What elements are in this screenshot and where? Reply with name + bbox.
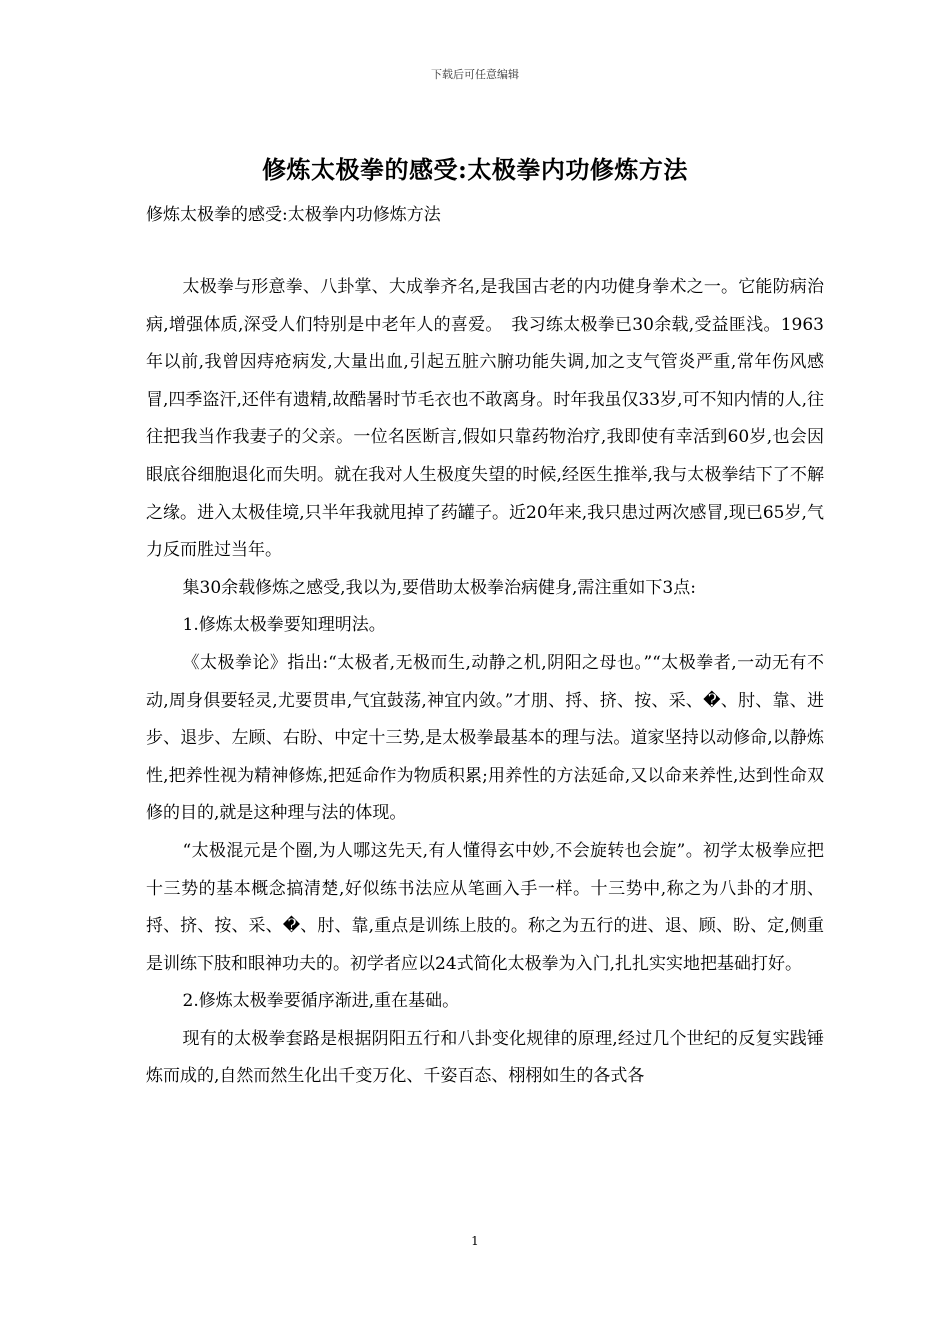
paragraph-thirteen-postures: “太极混元是个圈,为人哪这先天,有人懂得玄中妙,不会旋转也会旋”。初学太极拳应把十三势的基本概念搞清楚,好似练书法应从笔画入手一样。十三势中,称之为八卦的才朋、捋、挤、按、采、�、肘、靠,重点是训练上肢的。称之为五行的进、退、顾、盼、定,侧重是训练下肢和眼神功夫的。初学者应以24式简化太极拳为入门,扎扎实实地把基础打好。 xyxy=(146,840,824,974)
document-subtitle: 修炼太极拳的感受:太极拳内功修炼方法 xyxy=(146,205,441,225)
body-text xyxy=(146,269,824,1096)
paragraph-intro: 太极拳与形意拳、八卦掌、大成拳齐名,是我国古老的内功健身拳术之一。它能防病治病,增强体质,深受人们特别是中老年人的喜爱。 我习练太极拳已30余载,受益匪浅。1963年以前,我曾因痔疮病发,大量出血,引起五脏六腑功能失调,加之支气管炎严重,常年伤风感冒,四季盗汗,还伴有遗精,故酷暑时节毛衣也不敢离身。时年我虽仅33岁,可不知内情的人,往往把我当作我妻子的父亲。一位名医断言,假如只靠药物治疗,我即使有幸活到60岁,也会因眼底谷细胞退化而失明。就在我对人生极度失望的时候,经医生推举,我与太极拳结下了不解之缘。进入太极佳境,只半年我就甩掉了药罐子。近20年来,我只患过两次感冒,现已65岁,气力反而胜过当年。 xyxy=(146,277,824,561)
section-heading-2: 2.修炼太极拳要循序渐进,重在基础。 xyxy=(182,991,460,1012)
paragraph-routines: 现有的太极拳套路是根据阴阳五行和八卦变化规律的原理,经过几个世纪的反复实践锤炼而成的,自然而然生化出千变万化、千姿百态、栩栩如生的各式各 xyxy=(146,1028,824,1087)
paragraph-summary: 集30余载修炼之感受,我以为,要借助太极拳治病健身,需注重如下3点: xyxy=(182,577,696,598)
page-number: 1 xyxy=(471,1234,479,1248)
document-title: 修炼太极拳的感受:太极拳内功修炼方法 xyxy=(262,155,688,184)
header-note: 下载后可任意编辑 xyxy=(431,68,519,81)
section-heading-1: 1.修炼太极拳要知理明法。 xyxy=(182,615,386,636)
paragraph-theory: 《太极拳论》指出:“太极者,无极而生,动静之机,阴阳之母也。”“太极拳者,一动无有不动,周身俱要轻灵,尤要贯串,气宜鼓荡,神宜内敛。”才朋、捋、挤、按、采、�、肘、靠、进步、退步、左顾、右盼、中定十三势,是太极拳最基本的理与法。道家坚持以动修命,以静炼性,把养性视为精神修炼,把延命作为物质积累;用养性的方法延命,又以命来养性,达到性命双修的目的,就是这种理与法的体现。 xyxy=(146,652,824,824)
